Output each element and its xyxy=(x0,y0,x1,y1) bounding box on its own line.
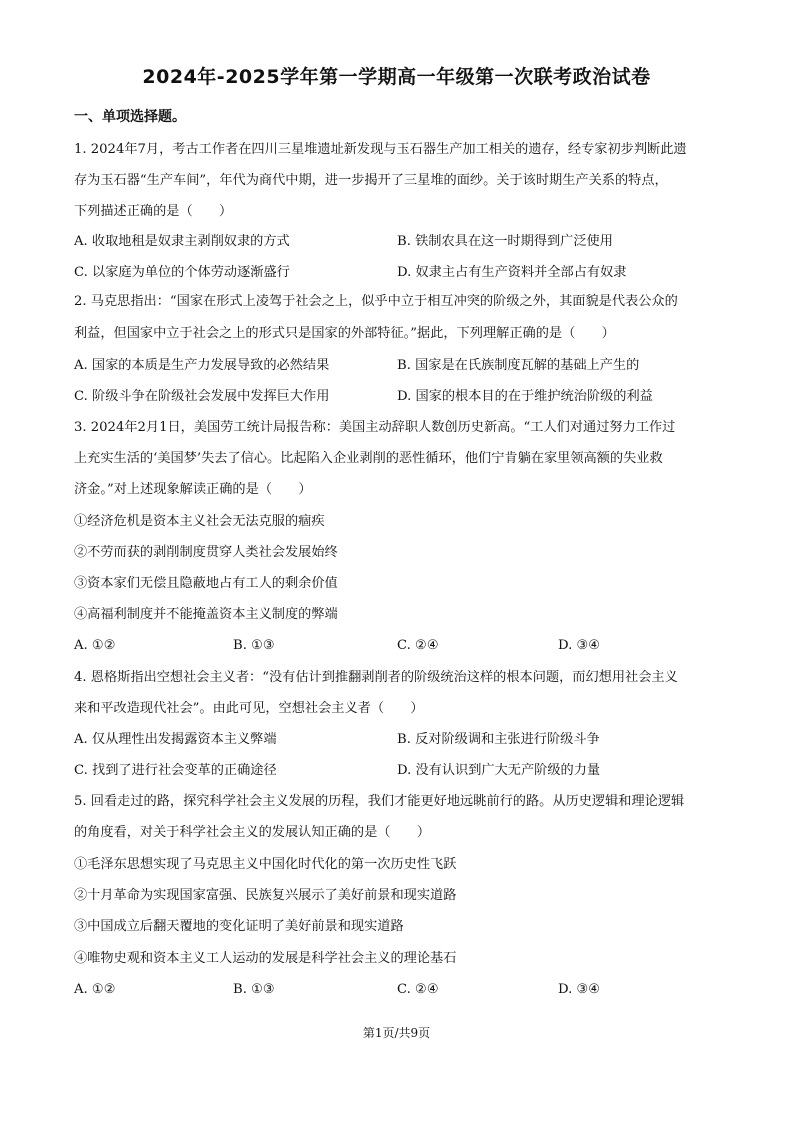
question-3-line-3: 济金。”对上述现象解读正确的是（ ） xyxy=(74,482,312,497)
question-3-line-1: 3. 2024年2月1日，美国劳工统计局报告称：美国主动辞职人数创历史新高。“工人们对通过努力工作过 xyxy=(74,420,676,435)
question-2-option-b: B. 国家是在氏族制度瓦解的基础上产生的 xyxy=(397,358,640,373)
question-4-line-1: 4. 恩格斯指出空想社会主义者：“没有估计到推翻剥削者的阶级统治这样的根本问题，而幻想用社会主义 xyxy=(74,670,678,685)
question-2-option-c: C. 阶级斗争在阶级社会发展中发挥巨大作用 xyxy=(74,389,330,404)
question-5-option-c: C. ②④ xyxy=(397,982,439,997)
question-3-line-2: 上充实生活的‘美国梦’失去了信心。比起陷入企业剥削的恶性循环，他们宁肯躺在家里领高额的失业救 xyxy=(74,451,663,466)
question-1-option-d: D. 奴隶主占有生产资料并全部占有奴隶 xyxy=(397,265,627,280)
question-4-option-b: B. 反对阶级调和主张进行阶级斗争 xyxy=(397,732,600,747)
question-2-option-a: A. 国家的本质是生产力发展导致的必然结果 xyxy=(74,358,330,373)
question-5-statement-2: ②十月革命为实现国家富强、民族复兴展示了美好前景和现实道路 xyxy=(74,888,457,903)
question-3-option-d: D. ③④ xyxy=(558,638,601,653)
exam-title: 2024年-2025学年第一学期高一年级第一次联考政治试卷 xyxy=(142,66,651,88)
question-4-option-d: D. 没有认识到广大无产阶级的力量 xyxy=(397,763,601,778)
question-5-statement-1: ①毛泽东思想实现了马克思主义中国化时代化的第一次历史性飞跃 xyxy=(74,857,457,872)
question-4-option-c: C. 找到了进行社会变革的正确途径 xyxy=(74,763,277,778)
question-5-option-d: D. ③④ xyxy=(558,982,601,997)
page-footer: 第1页/共9页 xyxy=(362,1026,431,1040)
question-2-option-d: D. 国家的根本目的在于维护统治阶级的利益 xyxy=(397,389,653,404)
question-3-option-a: A. ①② xyxy=(74,638,116,653)
question-3-option-b: B. ①③ xyxy=(233,638,275,653)
question-5-option-a: A. ①② xyxy=(74,982,116,997)
question-3-statement-2: ②不劳而获的剥削制度贯穿人类社会发展始终 xyxy=(74,545,338,560)
question-1-line-2: 存为玉石器“生产车间”，年代为商代中期，进一步揭开了三星堆的面纱。关于该时期生产关系的特点， xyxy=(74,173,668,188)
question-3-option-c: C. ②④ xyxy=(397,638,439,653)
question-5-line-1: 5. 回看走过的路，探究科学社会主义发展的历程，我们才能更好地远眺前行的路。从历史逻辑和理论逻辑 xyxy=(74,794,685,809)
question-3-statement-4: ④高福利制度并不能掩盖资本主义制度的弊端 xyxy=(74,607,338,622)
question-1-option-a: A. 收取地租是奴隶主剥削奴隶的方式 xyxy=(74,234,290,249)
question-3-statement-3: ③资本家们无偿且隐蔽地占有工人的剩余价值 xyxy=(74,576,338,591)
section-heading: 一、单项选择题。 xyxy=(74,109,186,125)
question-5-statement-3: ③中国成立后翻天覆地的变化证明了美好前景和现实道路 xyxy=(74,919,404,934)
question-1-line-1: 1. 2024年7月，考古工作者在四川三星堆遗址新发现与玉石器生产加工相关的遗存，经专家初步判断此遗 xyxy=(74,142,687,157)
question-5-option-b: B. ①③ xyxy=(233,982,275,997)
question-5-line-2: 的角度看，对关于科学社会主义的发展认知正确的是（ ） xyxy=(74,825,431,840)
question-4-line-2: 来和平改造现代社会”。由此可见，空想社会主义者（ ） xyxy=(74,701,424,716)
question-5-statement-4: ④唯物史观和资本主义工人运动的发展是科学社会主义的理论基石 xyxy=(74,951,457,966)
question-1-option-b: B. 铁制农具在这一时期得到广泛使用 xyxy=(397,234,613,249)
question-2-line-1: 2. 马克思指出：“国家在形式上凌驾于社会之上，似乎中立于相互冲突的阶级之外，其面貌是代表公众的 xyxy=(74,294,678,309)
question-3-statement-1: ①经济危机是资本主义社会无法克服的痼疾 xyxy=(74,514,325,529)
question-4-option-a: A. 仅从理性出发揭露资本主义弊端 xyxy=(74,732,277,747)
question-1-line-3: 下列描述正确的是（ ） xyxy=(74,204,233,219)
question-2-line-2: 利益，但国家中立于社会之上的形式只是国家的外部特征。”据此，下列理解正确的是（ ） xyxy=(74,326,615,341)
question-1-option-c: C. 以家庭为单位的个体劳动逐渐盛行 xyxy=(74,265,290,280)
